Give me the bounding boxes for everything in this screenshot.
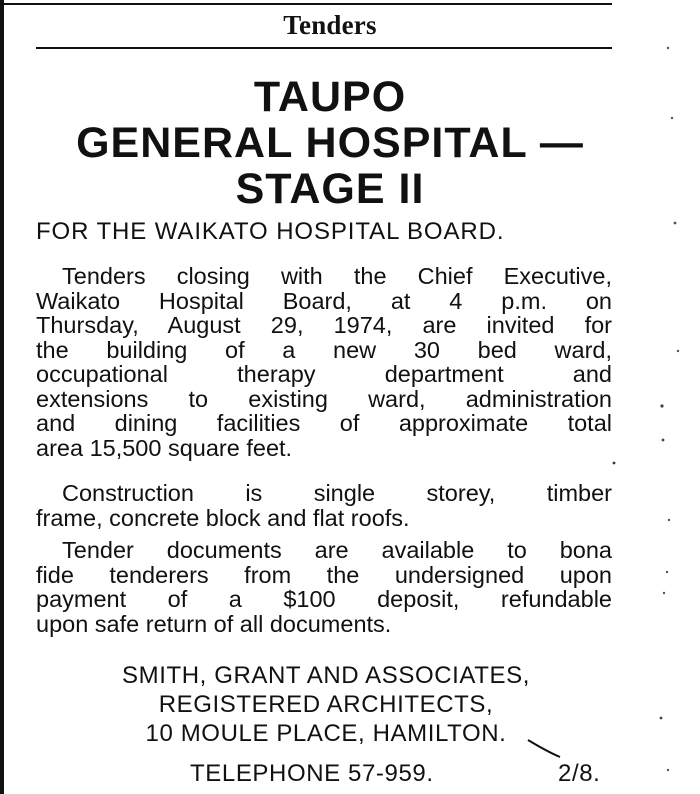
top-rule <box>0 3 612 5</box>
header-rule <box>36 47 612 49</box>
publication-date: 2/8. <box>558 760 601 787</box>
signature-firm: SMITH, GRANT AND ASSOCIATES, <box>122 662 530 689</box>
text-line: Thursday, August 29, 1974, are invited for <box>36 312 612 338</box>
speck <box>667 769 669 771</box>
speck <box>660 404 663 407</box>
speck <box>667 47 669 49</box>
speck <box>677 350 679 352</box>
speck <box>671 117 673 119</box>
signature-role: REGISTERED ARCHITECTS, <box>158 691 494 718</box>
text-line: and dining facilities of approximate total <box>36 410 612 436</box>
text-line: Construction is single storey, timber <box>62 480 612 506</box>
text-line: Waikato Hospital Board, at 4 p.m. on <box>36 287 612 314</box>
title-line-2: GENERAL HOSPITAL — <box>76 119 584 167</box>
text-line: fide tenderers from the undersigned upon <box>36 561 612 588</box>
speck <box>666 571 668 573</box>
text-line: area 15,500 square feet. <box>36 434 293 461</box>
title-line-1: TAUPO <box>253 73 407 121</box>
subtitle: FOR THE WAIKATO HOSPITAL BOARD. <box>36 218 505 245</box>
text-line: extensions to existing ward, administration <box>36 385 612 412</box>
text-line: payment of a $100 deposit, refundable <box>36 586 612 612</box>
paragraph-tender-details <box>36 264 612 460</box>
paragraph-documents <box>36 538 612 636</box>
signature-address: 10 MOULE PLACE, HAMILTON. <box>145 720 507 747</box>
text-line: frame, concrete block and flat roofs. <box>36 504 410 531</box>
signature-telephone: TELEPHONE 57-959. <box>190 760 434 787</box>
text-line: occupational therapy department and <box>36 361 612 387</box>
speck <box>613 462 616 465</box>
title-line-3: STAGE II <box>235 165 425 213</box>
speck <box>662 439 665 442</box>
text-line: the building of a new 30 bed ward, <box>36 336 612 363</box>
section-header: Tenders <box>283 10 377 40</box>
speck <box>660 717 663 720</box>
speck <box>668 519 670 521</box>
speck <box>663 592 665 594</box>
text-line: upon safe return of all documents. <box>36 610 392 637</box>
text-line: Tender documents are available to bona <box>62 537 612 563</box>
speck <box>674 222 677 225</box>
text-line: Tenders closing with the Chief Executive, <box>62 263 612 289</box>
paragraph-construction <box>36 481 612 530</box>
